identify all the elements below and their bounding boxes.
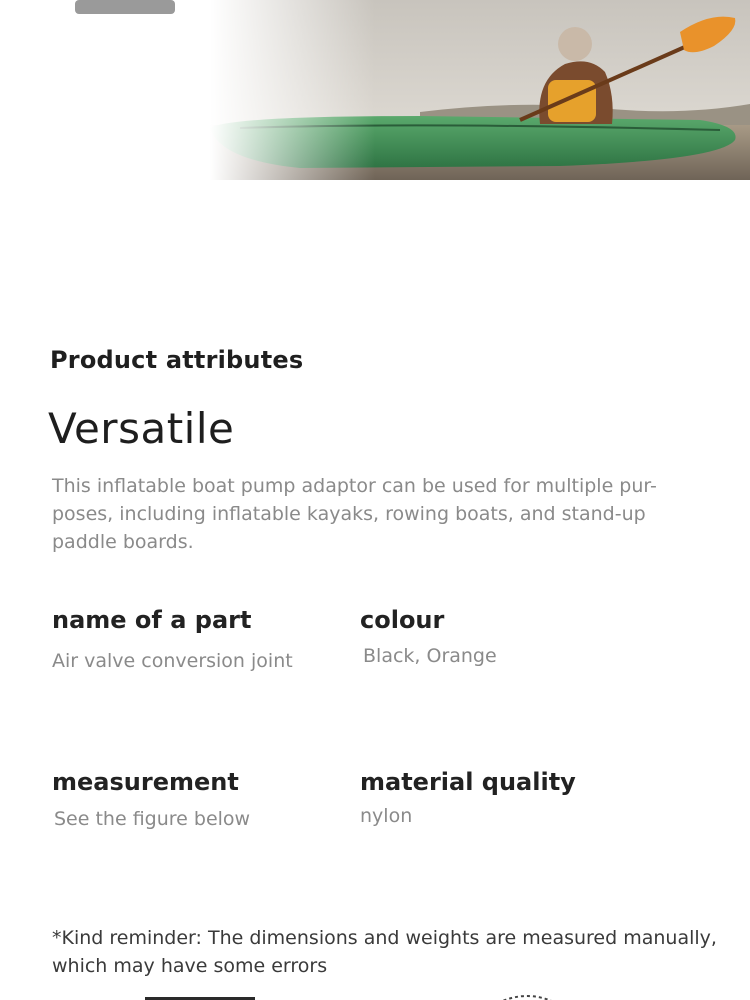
- attribute-label: name of a part: [52, 606, 252, 634]
- dimension-figure-preview: [0, 988, 750, 1000]
- kind-reminder-note: *Kind reminder: The dimensions and weights are measured manually, which may have some errors: [52, 927, 717, 977]
- attribute-value: Black, Orange: [363, 645, 497, 667]
- kayak-photo: [0, 0, 750, 180]
- feature-title: Versatile: [48, 404, 235, 453]
- dimension-figure-icon: [0, 991, 750, 1000]
- attribute-label: measurement: [52, 768, 239, 796]
- attribute-value: See the figure below: [54, 808, 251, 830]
- feature-description: This inflatable boat pump adaptor can be used for multiple pur-poses, including inflatable kayaks, rowing boats, and stand-up paddle boards.: [52, 475, 657, 553]
- attribute-label: material quality: [360, 768, 576, 796]
- attribute-value: nylon: [360, 805, 413, 827]
- attribute-value: Air valve conversion joint: [52, 650, 293, 672]
- hero-kayak-image: [0, 0, 750, 180]
- attribute-label: colour: [360, 606, 445, 634]
- section-title: Product attributes: [50, 346, 304, 374]
